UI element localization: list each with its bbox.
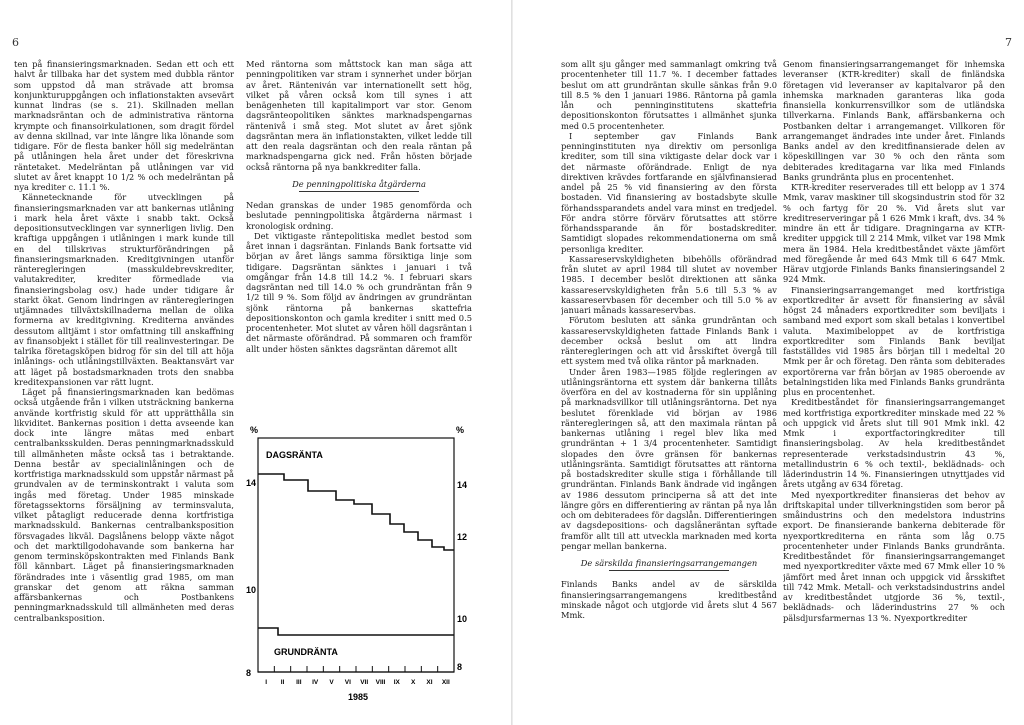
paragraph: Läget på finansieringsmarknaden kan bedömas också utgående från i vilken utsträckning bankerna använde kortfristig skuld för att upprätthålla sin likviditet. Bankernas position i detta avseende kan dock inte längre mätas med enbart centralbanksskulden. Deras penningmarknadsskuld till allmänheten måste också tas i betraktande. Denna består av specialinlåningen och de kortfristiga marknadsskuld som uppstår närmast på grundvalen av de terminskontrakt i valuta som ingås med företag. Under 1985 minskade företagssektorns försäljning av terminsvaluta, vilket påtagligt reducerade denna kortfristiga marknadsskuld. Bankernas centralbanksposition försvagades likväl. Dagslånens belopp växte något och det marktillgodohavande som bankerna har genom terminsköpskontrakten med Finlands Bank föll kännbart. Läget på finansieringsmarknaden förändrades inte i väsentlig grad 1985, om man granskar det genom att räkna samman affärsbankernas och Postbankens penningmarknadsskuld till allmänheten med deras centralbanksposition.: [14, 387, 234, 623]
heading-rule: [299, 191, 419, 192]
section-heading: [561, 558, 777, 571]
paragraph: Med räntorna som måttstock kan man säga att penningpolitiken var stram i synnerhet under början av året. Ränteniván var internationellt sett hög, vilket på våren också kom till synes i att benägenheten till kapitalimport var stor. Genom dagsränteopolitiken sänktes marknadspengarnas räntenivå i små steg. Mot slutet av året sjönk dagsräntan mera än inflationstakten, vilket ledde till att den reala dagsräntan och den reala räntan på marknadspengarna gick ned. Från hösten började också räntorna på nya bankkrediter falla.: [246, 59, 472, 172]
paragraph: Finlands Banks andel av de särskilda finansieringsarrangemangens kreditbestånd minskade något och utgjorde vid årets slut 4 567 Mmk.: [561, 579, 777, 620]
y-label-left-8: 8: [246, 668, 252, 678]
paragraph: Nedan granskas de under 1985 genomförda och beslutade penningpolitiska åtgärderna närmast i kronologisk ordning.: [246, 200, 472, 231]
paragraph: som allt sju gånger med sammanlagt omkring två procentenheter till 11.7 %. I december fattades beslut om att grundräntan skulle sänkas från 9.0 till 8.5 % den 1 januari 1986. Räntorna på gamla lån och penninginstitutens skattefria depositionskonton förutsattes i allmänhet sjunka med 0.5 procentenheter.: [561, 59, 777, 131]
month-label: IX: [393, 679, 400, 686]
dagsranta-label: DAGSRÄNTA: [266, 450, 323, 460]
paragraph: ten på finansieringsmarknaden. Sedan ett och ett halvt år tillbaka har det system med dubbla räntor som uppstod då man strävade att bromsa konjunkturuppgången och inflationstakten avsevärt kunnat lindras (se s. 21). Skillnaden mellan marknadsräntan och de administrativa räntorna krympte och finansoirkulationen, som dragit fördel av denna skillnad, var inte längre lika lönande som tidigare. För de flesta banker höll sig medelräntan på utlåningen hela året under det föreskrivna räntetaket. Medelräntan på utlåningen var vid slutet av året knappt 10 1/2 % och medelräntan på nya krediter c. 11.1 %.: [14, 59, 234, 192]
right-column-1: [561, 59, 777, 723]
paragraph: Med nyexportkrediter finansieras det behov av driftskapital under tillverkningstiden som beror på småindustrins och den medelstora industrins export. De finansierande bankerna debiterade för nyexportkrediterna en ränta som låg 0.75 procentenheter under Finlands Banks grundränta. Kreditbeståndet för finansieringsarrangemanget med nyexportkrediter växte med 67 Mmk eller 10 % jämfört med året innan och uppgick vid årsskiftet till 742 Mmk. Metall- och verkstadsindustrins andel av kreditbeståndet utgjorde 36 %, textil-, beklädnads- och läderindustrins 27 % och pälsdjursfarmernas 13 %. Nyexportkrediter: [783, 489, 1005, 623]
paragraph: Finansieringsarrangemanget med kortfristiga exportkrediter är avsett för finansiering av såväl högst 24 månaders exportkrediter som beviljats i samband med export som skall betalas i konvertibel valuta. Maximibeloppet av de kortfristiga exportkrediter som Finlands Bank beviljat fastställdes vid 1985 års början till i medeltal 20 Mmk per år och företag. Den ränta som debiterades exportörerna var från början av 1985 oberoende av betalningstiden lika med Finlands Banks grundränta plus en procentenhet.: [783, 284, 1005, 397]
month-label: VIII: [375, 679, 386, 686]
y-label-right-14: 14: [457, 480, 468, 490]
page-number-right: 7: [1005, 36, 1012, 49]
paragraph: Förutom besluten att sänka grundräntan och kassareservskyldigheten fattade Finlands Bank i december också beslut om att lindra ränteregleringen och att vid årsskiftet övergå till ett system med två olika räntor på marknaden.: [561, 315, 777, 367]
chart-unit-right: %: [456, 425, 465, 435]
left-column-2: [246, 59, 472, 421]
chart-unit-left: %: [250, 425, 259, 435]
paragraph: Kassareservskyldigheten bibehölls oförändrad från slutet av april 1984 till slutet av november 1985. I december beslöt direktionen att sänka kassareservskyldigheten från 5.6 till 5.3 % av kassareservbasen för december och till 5.0 % av januari månads kassareservbas.: [561, 253, 777, 315]
section-heading-text: De särskilda finansieringsarrangemangen: [580, 558, 758, 568]
heading-rule: [609, 570, 729, 571]
grundranta-line: [258, 628, 454, 635]
paragraph: Under åren 1983—1985 följde regleringen av utlåningsräntorna ett system där bankerna tillåts överföra en del av kostnaderna för sin upplåning på marknadsvillkor till utlåningsräntorna. Det nya beslutet förenklade vid början av 1986 ränteregleringen så, att den maximala räntan på bankernas utlåning i regel blev lika med grundräntan + 1 3/4 procentenheter. Samtidigt slopades den övre gränsen för bankernas utlåningsränta. Samtidigt förutsattes att räntorna på bostadskrediter skulle stiga i förhållande till grundräntan. Finlands Bank ändrade vid ingången av 1986 dessutom principerna så att det inte längre görs en differentiering av räntan på nya lån och om debiteradees för dagslån. Differentieringen av dagsdepositions- och dagslåneräntan syftade framför allt till att utveckla marknaden med korta pengar mellan bankerna.: [561, 366, 777, 551]
page-gutter: [511, 0, 513, 725]
grundranta-label: GRUNDRÄNTA: [274, 647, 338, 657]
paragraph: I september gav Finlands Bank penninginstituten nya direktiv om personliga krediter, som till sina viktigaste delar dock var i det närmaste oförändrade. Enligt de nya direktiven krävdes fortfarande en självfinansierad andel på 25 % vid finansiering av den första bostaden. Vid finansiering av bostadsbyte skulle förhandssparandets andel vara minst en tredjedel. För andra större förvärv förutsattes att större förhandssparande än för bostadskrediter. Samtidigt slopades rekommendationerna om små personliga krediter.: [561, 130, 777, 254]
paragraph: KTR-krediter reserverades till ett belopp av 1 374 Mmk, varav maskiner till skogsindustrin stod för 32 % och fartyg för 20 %. Vid årets slut var kreditreserveringar på 1 626 Mmk i kraft, dvs. 34 % mindre än ett år tidigare. Dragningarna av KTR-krediter uppgick till 2 214 Mmk, vilket var 198 Mmk mera än 1984. Hela kreditbeståndet växte jämfört med föregående år med 643 Mmk till 6 647 Mmk. Härav utgjorde Finlands Banks finansieringsandel 2 924 Mmk.: [783, 182, 1005, 285]
dagsranta-line: [258, 474, 454, 550]
month-label: X: [410, 679, 416, 686]
section-heading-text: De penningpolitiska åtgärderna: [292, 178, 426, 189]
x-ticks: [258, 666, 454, 686]
month-label: I: [265, 679, 268, 686]
y-label-right-12: 12: [457, 532, 468, 542]
section-heading: [246, 179, 472, 192]
paragraph: Kreditbeståndet för finansieringsarrangemanget med kortfristiga exportkrediter minskade med 22 % och uppgick vid årets slut till 901 Mmk inkl. 42 Mmk i exportfactoringkrediter till finansieringsbolag. Av hela kreditbeståndet representerade verkstadsindustrin 43 %, metallindustrin 6 % och textil-, beklädnads- och läderindustrin 14 %. Finansieringen utnyttjades vid årets utgång av 634 företag.: [783, 397, 1005, 490]
month-label: VII: [360, 679, 369, 686]
chart-frame: [258, 438, 454, 672]
y-label-left-14: 14: [246, 478, 257, 488]
month-label: VI: [344, 679, 351, 686]
y-label-left-10: 10: [246, 585, 257, 595]
y-label-right-8: 8: [457, 662, 463, 672]
month-label: V: [329, 679, 334, 686]
interest-rate-chart: [244, 424, 472, 706]
paragraph: Kännetecknande för utvecklingen på finansieringsmarknaden var att bankernas utlåning i mark hela året växte i snabb takt. Också depositionsutvecklingen var synnerligen livlig. Den kraftiga uppgången i utlåningen i mark kunde till en del tillskrivas strukturförändringen på finansieringsmarknaden. Kreditgivningen utanför ränteregleringen (masskuldebrevskrediter, valutakrediter, krediter förmedlade via finansieringsbolag osv.) hade under tidigare år starkt ökat. Genom lindringen av ränteregleringen utjämnades tillväxtskillnaderna mellan de olika formerna av kreditgivning. Krediterna användes dessutom alltjämt i stor omfattning till anskaffning av finansobjekt i stället för till realinvesteringar. De talrika företagsköpen bidrog för sin del till att höja inlånings- och utlåningstillväxten. Beaktansvärt var att läget på bostadsmarknaden trots den snabba kreditexpansionen var rätt lugnt.: [14, 192, 234, 387]
paragraph: Det viktigaste räntepolitiska medlet bestod som året innan i dagsräntan. Finlands Bank fortsatte vid början av året längs samma försiktiga linje som tidigare. Dagsräntan sänktes i januari i två omgångar från 14.8 till 14.2 %. I februari skars dagsräntan ned till 14.0 % och grundräntan från 9 1/2 till 9 %. Som följd av ändringen av grundräntan sjönk räntorna på bankernas skattefria depositionskonton och gamla krediter i snitt med 0.5 procentenheter. Mot slutet av våren höll dagsräntan i det närmaste oförändrad. På sommaren och framför allt under hösten sänktes dagsräntan däremot allt: [246, 230, 472, 354]
left-column-1: [14, 59, 234, 723]
paragraph: Genom finansieringsarrangemanget för inhemska leveranser (KTR-krediter) skall de finländska företagen vid leveranser av kapitalvaror på den inhemska marknaden garanteras lika goda finansiella konkurrensvillkor som de utländska tillverkarna. Finlands Bank, affärsbankerna och Postbanken deltar i arrangemanget. Villkoren för arrangemanget ändrades inte under året. Finlands Banks andel av den kreditfinansierade delen av köpeskillingen var 30 % och den ränta som debiterades kreditagarna var lika med Finlands Banks grundränta plus en procentenhet.: [783, 59, 1005, 182]
page-number-left: 6: [12, 36, 19, 49]
chart-year: 1985: [347, 692, 369, 702]
month-label: XII: [441, 679, 450, 686]
month-label: III: [296, 679, 302, 686]
right-column-2: [783, 59, 1005, 723]
y-label-right-10: 10: [457, 614, 468, 624]
month-label: IV: [312, 679, 319, 686]
month-label: XI: [426, 679, 433, 686]
month-label: II: [280, 679, 285, 686]
